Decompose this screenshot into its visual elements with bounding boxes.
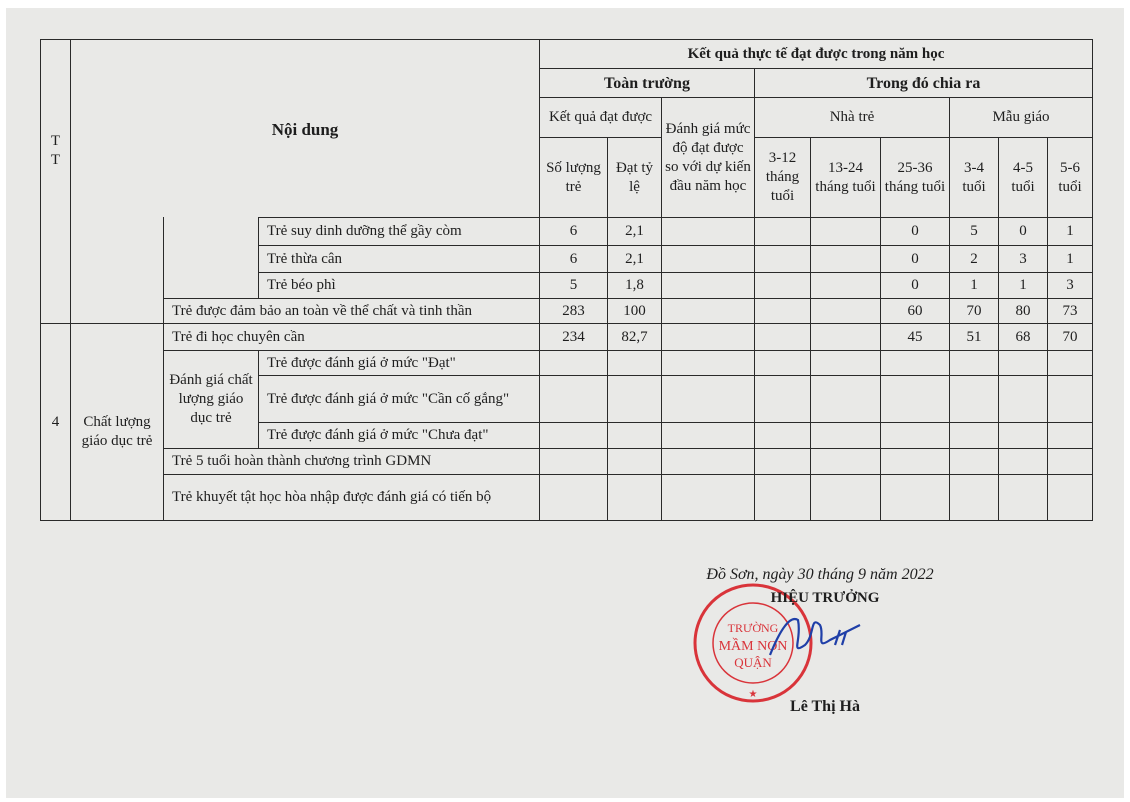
row-label: Trẻ suy dinh dưỡng thể gầy còm — [258, 217, 540, 246]
value-cell — [754, 323, 811, 351]
value-cell — [998, 448, 1048, 475]
value-cell — [661, 422, 755, 449]
age-header: 13-24 tháng tuổi — [810, 137, 881, 218]
row-label: Trẻ được đánh giá ở mức "Đạt" — [258, 350, 540, 376]
value-cell: 3 — [998, 245, 1048, 273]
value-cell — [754, 422, 811, 449]
value-cell: 1,8 — [607, 272, 662, 299]
value-cell — [661, 375, 755, 423]
value-cell — [539, 422, 608, 449]
value-cell — [1047, 375, 1093, 423]
tt-header — [40, 39, 71, 324]
value-cell — [880, 448, 950, 475]
value-cell — [661, 298, 755, 324]
value-cell: 2,1 — [607, 245, 662, 273]
value-cell — [949, 474, 999, 521]
value-cell: 2 — [949, 245, 999, 273]
value-cell: 1 — [949, 272, 999, 299]
age-header: 3-12 tháng tuổi — [754, 137, 811, 218]
value-cell: 45 — [880, 323, 950, 351]
value-cell: 68 — [998, 323, 1048, 351]
value-cell — [810, 422, 881, 449]
value-cell: 6 — [539, 217, 608, 246]
row-label: Trẻ thừa cân — [258, 245, 540, 273]
row-label: Trẻ đi học chuyên cần — [163, 323, 540, 351]
value-cell — [607, 375, 662, 423]
row-label: Trẻ được đánh giá ở mức "Cần cố gắng" — [258, 375, 540, 423]
value-cell — [754, 245, 811, 273]
value-cell — [1047, 474, 1093, 521]
value-cell — [998, 474, 1048, 521]
value-cell — [754, 474, 811, 521]
value-cell — [949, 375, 999, 423]
section-number: 4 — [40, 323, 71, 521]
value-cell: 3 — [1047, 272, 1093, 299]
value-cell: 100 — [607, 298, 662, 324]
value-cell — [810, 272, 881, 299]
value-cell — [1047, 422, 1093, 449]
age-header: 4-5 tuổi — [998, 137, 1048, 218]
value-cell — [998, 350, 1048, 376]
value-cell: 70 — [1047, 323, 1093, 351]
value-cell — [661, 323, 755, 351]
svg-text:MẦM NON: MẦM NON — [718, 639, 788, 654]
value-cell — [754, 217, 811, 246]
value-cell — [539, 350, 608, 376]
value-cell — [949, 448, 999, 475]
value-cell: 6 — [539, 245, 608, 273]
value-cell — [607, 422, 662, 449]
signer-title: HIỆU TRƯỞNG — [770, 590, 880, 606]
section-label: Chất lượng giáo dục trẻ — [70, 323, 164, 521]
value-cell — [880, 375, 950, 423]
value-cell — [810, 323, 881, 351]
value-cell: 60 — [880, 298, 950, 324]
nha-tre-header: Nhà trẻ — [754, 97, 950, 138]
value-cell: 0 — [880, 272, 950, 299]
value-cell — [998, 375, 1048, 423]
svg-text:★: ★ — [748, 689, 758, 700]
row-label: Trẻ 5 tuổi hoàn thành chương trình GDMN — [163, 448, 540, 475]
age-header: 3-4 tuổi — [949, 137, 999, 218]
divider-line — [163, 217, 164, 298]
value-cell: 5 — [949, 217, 999, 246]
value-cell — [661, 272, 755, 299]
value-cell — [949, 422, 999, 449]
value-cell — [998, 422, 1048, 449]
signer-name: Lê Thị Hà — [790, 698, 860, 715]
value-cell: 0 — [998, 217, 1048, 246]
value-cell: 80 — [998, 298, 1048, 324]
value-cell — [810, 448, 881, 475]
row-label: Trẻ được đánh giá ở mức "Chưa đạt" — [258, 422, 540, 449]
value-cell — [1047, 448, 1093, 475]
value-cell: 283 — [539, 298, 608, 324]
trong-do-header: Trong đó chia ra — [754, 68, 1093, 98]
value-cell — [754, 448, 811, 475]
value-cell: 5 — [539, 272, 608, 299]
mau-giao-header: Mẫu giáo — [949, 97, 1093, 138]
value-cell — [754, 272, 811, 299]
value-cell — [661, 217, 755, 246]
noi-dung-label: Nội dung — [271, 120, 339, 139]
value-cell — [810, 474, 881, 521]
value-cell — [754, 298, 811, 324]
value-cell — [607, 474, 662, 521]
value-cell — [607, 350, 662, 376]
value-cell — [661, 245, 755, 273]
danh-gia-header: Đánh giá mức độ đạt được so với dự kiến đầu năm học — [661, 97, 755, 218]
svg-text:TRƯỜNG: TRƯỜNG — [727, 621, 779, 635]
value-cell: 2,1 — [607, 217, 662, 246]
value-cell — [607, 448, 662, 475]
value-cell: 1 — [1047, 245, 1093, 273]
value-cell — [880, 422, 950, 449]
dat-ty-le-header: Đạt tỷ lệ — [607, 137, 662, 218]
value-cell — [539, 448, 608, 475]
results-title: Kết quả thực tế đạt được trong năm học — [539, 39, 1093, 69]
value-cell: 1 — [998, 272, 1048, 299]
value-cell: 0 — [880, 245, 950, 273]
value-cell: 73 — [1047, 298, 1093, 324]
age-header: 25-36 tháng tuổi — [880, 137, 950, 218]
value-cell — [810, 350, 881, 376]
value-cell: 82,7 — [607, 323, 662, 351]
row-label: Trẻ béo phì — [258, 272, 540, 299]
place-date: Đồ Sơn, ngày 30 tháng 9 năm 2022 — [706, 566, 934, 583]
value-cell: 70 — [949, 298, 999, 324]
toan-truong-header: Toàn trường — [539, 68, 755, 98]
value-cell — [539, 375, 608, 423]
sub-group-label: Đánh giá chất lượng giáo dục trẻ — [163, 350, 259, 449]
value-cell — [539, 474, 608, 521]
value-cell — [1047, 350, 1093, 376]
value-cell — [880, 474, 950, 521]
svg-text:QUẬN: QUẬN — [734, 655, 772, 670]
so-luong-header: Số lượng trẻ — [539, 137, 608, 218]
age-header: 5-6 tuổi — [1047, 137, 1093, 218]
row-label: Trẻ được đảm bảo an toàn về thể chất và tinh thần — [163, 298, 540, 324]
value-cell — [661, 474, 755, 521]
handwritten-signature — [760, 610, 870, 665]
tt-header-label: T T — [50, 133, 61, 168]
value-cell — [949, 350, 999, 376]
value-cell — [754, 350, 811, 376]
value-cell: 51 — [949, 323, 999, 351]
value-cell — [661, 350, 755, 376]
row-label: Trẻ khuyết tật học hòa nhập được đánh giá có tiến bộ — [163, 474, 540, 521]
value-cell — [754, 375, 811, 423]
value-cell — [810, 245, 881, 273]
value-cell: 0 — [880, 217, 950, 246]
value-cell: 1 — [1047, 217, 1093, 246]
value-cell — [880, 350, 950, 376]
value-cell — [810, 217, 881, 246]
value-cell: 234 — [539, 323, 608, 351]
ket-qua-dat-header: Kết quả đạt được — [539, 97, 662, 138]
value-cell — [661, 448, 755, 475]
value-cell — [810, 298, 881, 324]
value-cell — [810, 375, 881, 423]
